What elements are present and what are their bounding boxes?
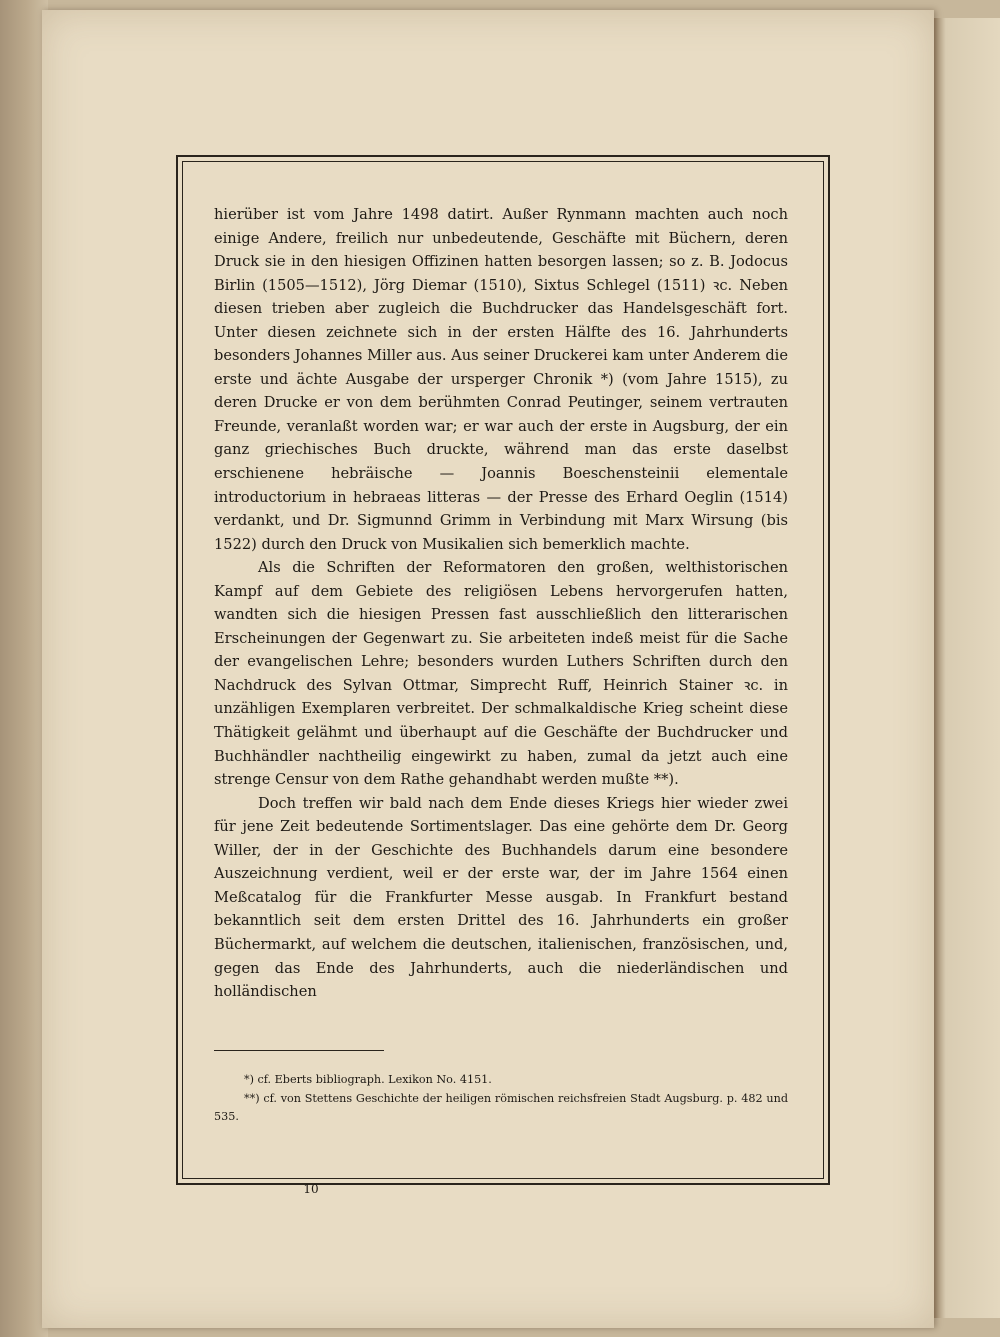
paragraph-3: Doch treffen wir bald nach dem Ende dieses Kriegs hier wieder zwei für jene Zeit bedeutende Sortimentslager. Das eine gehörte dem Dr. Georg Willer, der in der Geschichte des Buchhandels darum eine besondere Auszeichnung verdient, weil er der erste war, der im Jahre 1564 einen Meßcatalog für die Frankfurter Messe ausgab. In Frankfurt bestand bekanntlich seit dem ersten Drittel des 16. Jahrhunderts ein großer Büchermarkt, auf welchem die deutschen, italienischen, französischen, und, gegen das Ende des Jahrhunderts, auch die niederländischen und holländischen (214, 794, 788, 1001)
next-page-edge (934, 18, 1000, 1318)
paragraph-1: hierüber ist vom Jahre 1498 datirt. Außer Rynmann machten auch noch einige Andere, freilich nur unbedeutende, Geschäfte mit Büchern, deren Druck sie in den hiesigen Offizinen hatten besorgen lassen; so z. B. Jodocus Birlin (1505—1512), Jörg Diemar (1510), Sixtus Schlegel (1511) ꝛc. Neben diesen trieben aber zugleich die Buchdrucker das Handelsgeschäft fort. Unter diesen zeichnete sich in der ersten Hälfte des 16. Jahrhunderts besonders Johannes Miller aus. Aus seiner Druckerei kam unter Anderem die erste und ächte Ausgabe der ursperger Chronik *) (vom Jahre 1515), zu deren Drucke er von dem berühmten Conrad Peutinger, seinem vertrauten Freunde, veranlaßt worden war; er war auch der erste in Augsburg, der ein ganz griechisches Buch druckte, während man das erste daselbst erschienene hebräische — Joannis Boeschensteinii elementale introductorium in hebraeas litteras — der Presse des Erhard Oeglin (1514) verdankt, und Dr. Sigmunnd Grimm in Verbindung mit Marx Wirsung (bis 1522) durch den Druck von Musikalien sich bemerklich machte. (214, 206, 788, 553)
footnote-1: *) cf. Eberts bibliograph. Lexikon No. 4151. (244, 1073, 492, 1086)
footnote-divider (214, 1050, 384, 1051)
page-number: 10 (303, 1182, 319, 1196)
footnotes (214, 1071, 788, 1127)
main-text (214, 203, 788, 1004)
paragraph-2: Als die Schriften der Reformatoren den großen, welthistorischen Kampf auf dem Gebiete des religiösen Lebens hervorgerufen hatten, wandten sich die hiesigen Pressen fast ausschließlich den litterarischen Erscheinungen der Gegenwart zu. Sie arbeiteten indeß meist für die Sache der evangelischen Lehre; besonders wurden Luthers Schriften durch den Nachdruck des Sylvan Ottmar, Simprecht Ruff, Heinrich Stainer ꝛc. in unzähligen Exemplaren verbreitet. Der schmalkaldische Krieg scheint diese Thätigkeit gelähmt und überhaupt auf die Geschäfte der Buchdrucker und Buchhändler nachtheilig eingewirkt zu haben, zumal da jetzt auch eine strenge Censur von dem Rathe gehandhabt werden mußte **). (214, 559, 788, 789)
footnote-2: **) cf. von Stettens Geschichte der heiligen römischen reichsfreien Stadt Augsburg. p. 482 und 535. (214, 1091, 788, 1123)
book-spine-shadow (0, 0, 48, 1337)
